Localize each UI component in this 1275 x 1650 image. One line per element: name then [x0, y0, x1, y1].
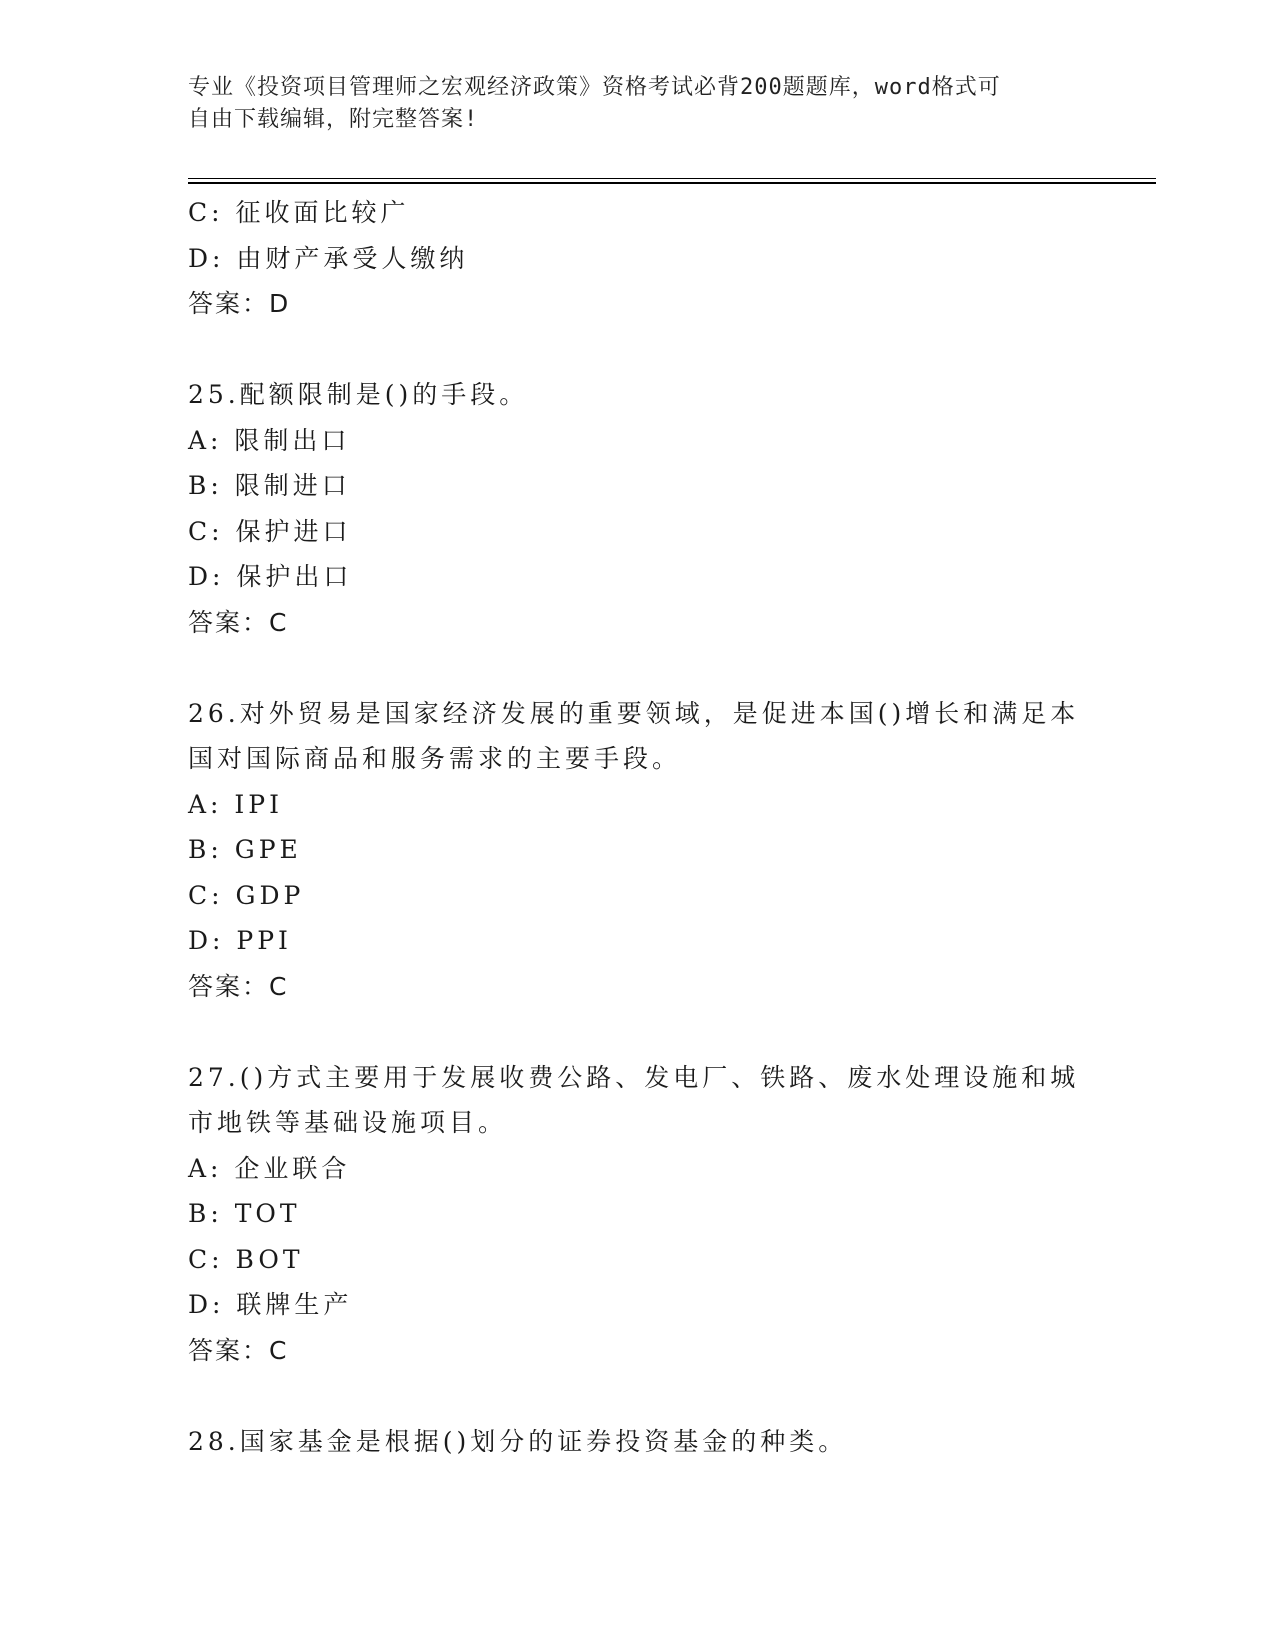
option-a: A: IPI [188, 789, 283, 819]
question-25 [188, 372, 1088, 645]
option-c: C: GDP [188, 880, 305, 910]
question-fragment [188, 190, 1088, 327]
header-divider-thin [188, 178, 1156, 179]
spacer [188, 1009, 1088, 1055]
question-stem: 26.对外贸易是国家经济发展的重要领域，是促进本国()增长和满足本 [188, 698, 1080, 728]
spacer [188, 327, 1088, 373]
question-stem: 25.配额限制是()的手段。 [188, 380, 529, 409]
option-a: A: 限制出口 [188, 425, 351, 455]
option-c: C: BOT [188, 1244, 304, 1274]
option-b: B: TOT [188, 1199, 301, 1228]
option-d: D: PPI [188, 926, 292, 955]
question-stem: 27.()方式主要用于发展收费公路、发电厂、铁路、废水处理设施和城 [188, 1062, 1080, 1092]
spacer [188, 1373, 1088, 1419]
spacer [188, 645, 1088, 691]
option-b: B: GPE [188, 835, 302, 864]
header-divider-thick [188, 182, 1156, 184]
option-d: D: 保护出口 [188, 562, 353, 591]
question-stem: 28.国家基金是根据()划分的证券投资基金的种类。 [188, 1426, 848, 1456]
answer-text: 答案：C [188, 971, 289, 1001]
option-a: A: 企业联合 [188, 1153, 351, 1183]
option-c: C: 征收面比较广 [188, 198, 410, 227]
question-stem-continued: 国对国际商品和服务需求的主要手段。 [188, 744, 682, 773]
question-stem-continued: 市地铁等基础设施项目。 [188, 1108, 508, 1137]
option-b: B: 限制进口 [188, 471, 351, 500]
question-list [188, 190, 1088, 1464]
answer-text: 答案：D [188, 289, 291, 318]
document-header [188, 72, 1068, 136]
header-line-2: 自由下载编辑，附完整答案! [188, 107, 479, 132]
header-line-1: 专业《投资项目管理师之宏观经济政策》资格考试必背200题题库，word格式可 [188, 75, 1001, 100]
question-26 [188, 691, 1088, 1010]
question-28 [188, 1419, 1088, 1465]
option-d: D: 联牌生产 [188, 1290, 353, 1319]
answer-text: 答案：C [188, 1335, 289, 1365]
question-27 [188, 1055, 1088, 1374]
option-c: C: 保护进口 [188, 516, 352, 546]
option-d: D: 由财产承受人缴纳 [188, 243, 469, 273]
answer-text: 答案：C [188, 607, 289, 637]
